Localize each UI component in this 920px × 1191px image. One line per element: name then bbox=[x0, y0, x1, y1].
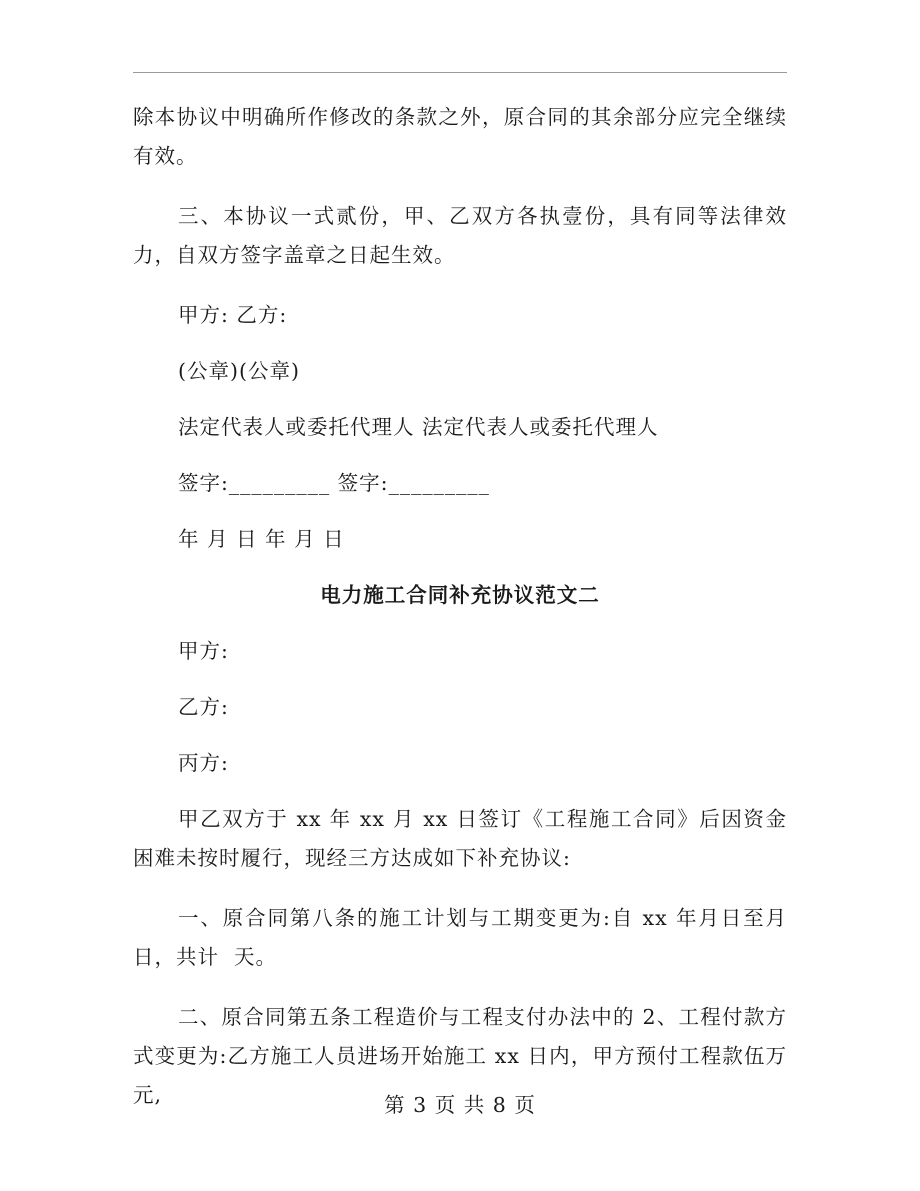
page-number: 第 3 页 共 8 页 bbox=[384, 1093, 536, 1117]
paragraph: 二、原合同第五条工程造价与工程支付办法中的 2、工程付款方式变更为:乙方施工人员进场开始施工 xx 日内，甲方预付工程款伍万元, bbox=[133, 1005, 787, 1107]
section-heading: 电力施工合同补充协议范文二 bbox=[320, 583, 600, 607]
paragraph: 一、原合同第八条的施工计划与工期变更为:自 xx 年月日至月日，共计 天。 bbox=[133, 906, 787, 969]
date-line: 年 月 日 年 月 日 bbox=[178, 527, 345, 551]
party-c-line: 丙方: bbox=[178, 751, 229, 775]
signature-parties-line: 甲方: 乙方: bbox=[178, 303, 288, 327]
representative-line: 法定代表人或委托代理人 法定代表人或委托代理人 bbox=[178, 415, 659, 439]
party-b-line: 乙方: bbox=[178, 695, 229, 719]
party-a-line: 甲方: bbox=[178, 639, 229, 663]
paragraph: 甲乙双方于 xx 年 xx 月 xx 日签订《工程施工合同》后因资金困难未按时履行，现经三方达成如下补充协议: bbox=[133, 807, 787, 870]
paragraph: 除本协议中明确所作修改的条款之外，原合同的其余部分应完全继续有效。 bbox=[133, 105, 787, 168]
signature-line: 签字:_________ 签字:_________ bbox=[178, 471, 490, 495]
header-rule bbox=[133, 72, 787, 73]
document-body bbox=[133, 98, 787, 1115]
paragraph: 三、本协议一式贰份，甲、乙双方各执壹份，具有同等法律效力，自双方签字盖章之日起生效。 bbox=[133, 204, 787, 267]
seal-line: (公章)(公章) bbox=[178, 359, 300, 383]
